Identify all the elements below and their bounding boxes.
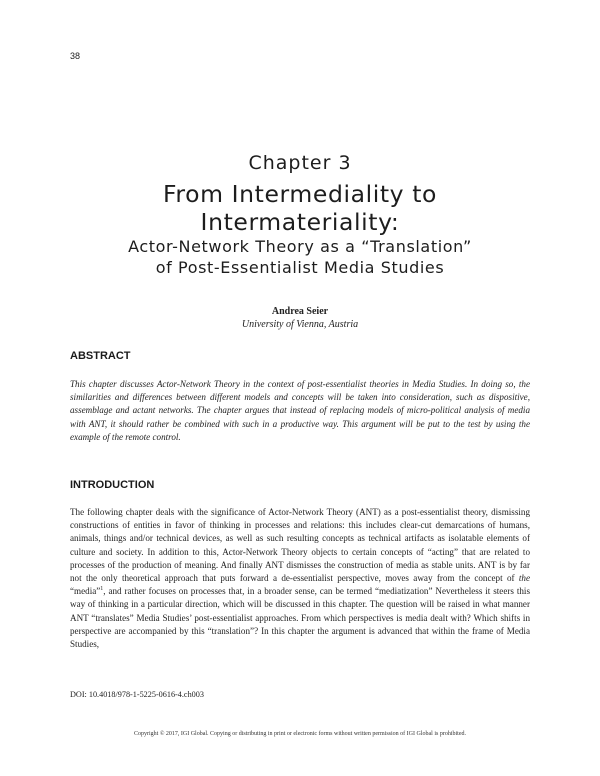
author-name: Andrea Seier — [271, 306, 329, 317]
abstract-heading: ABSTRACT — [70, 350, 131, 362]
introduction-heading: INTRODUCTION — [70, 479, 155, 491]
intro-text-part-3: , and rather focuses on processes that, in a broader sense, can be termed “mediatization” Nevertheless it steers this way of thinking in a particular direction, which will be discussed in this chapter. The question will be raised in what manner ANT “translates” Media Studies’ post-essentialist approaches. From which perspectives is media dealt with? Which shifts in perspective are accompanied by this “translation”? In this chapter the argument is advanced that within the frame of Media Studies, — [70, 586, 530, 650]
intro-italic-word: the — [518, 573, 530, 584]
abstract-text: This chapter discusses Actor-Network Theory in the context of post-essentialist theories in Media Studies. In doing so, the similarities and differences between different models and concepts will be taken into consideration, such as dispositive, assemblage and actant networks. The chapter argues that instead of replacing models of micro-political analysis of media with ANT, it should rather be combined with such in a productive way. This argument will be put to the test by using the example of the remote control. — [70, 379, 530, 442]
copyright-line: Copyright © 2017, IGI Global. Copying or distributing in print or electronic forms without written permission of IGI Global is prohibited. — [133, 731, 466, 737]
author-affiliation: University of Vienna, Austria — [241, 319, 359, 330]
doi-line: DOI: 10.4018/978-1-5225-0616-4.ch003 — [70, 690, 204, 699]
chapter-heading-block — [0, 150, 600, 278]
author-block — [0, 305, 600, 331]
chapter-title — [0, 180, 600, 236]
chapter-title-line-2: Intermateriality: — [200, 208, 400, 236]
introduction-text — [70, 506, 530, 651]
chapter-title-line-1: From Intermediality to — [162, 180, 438, 208]
chapter-subtitle-line-1: Actor-Network Theory as a “Translation” — [128, 237, 472, 256]
chapter-label: Chapter 3 — [248, 152, 352, 174]
chapter-subtitle-line-2: of Post-Essentialist Media Studies — [155, 258, 445, 277]
page-number: 38 — [70, 51, 81, 61]
chapter-subtitle — [0, 236, 600, 278]
intro-text-part-1: The following chapter deals with the significance of Actor-Network Theory (ANT) as a post-essentialist theory, dismissing constructions of entities in favor of thinking in processes and relations: this includes clear-cut demarcations of humans, animals, things and/or technical devices, as well as such resulting concepts as technical artifacts as isolatable elements of culture and society. In addition to this, Actor-Network Theory objects to certain concepts of “acting” that are related to processes of the production of meaning. And finally ANT dismisses the construction of media as stable units. ANT is by far not the only theoretical approach that puts forward a de-essentialist perspective, moves away from the concept of — [70, 507, 530, 584]
footnote-mark[interactable]: 1 — [100, 586, 104, 593]
intro-text-part-2: “media” — [70, 586, 101, 597]
